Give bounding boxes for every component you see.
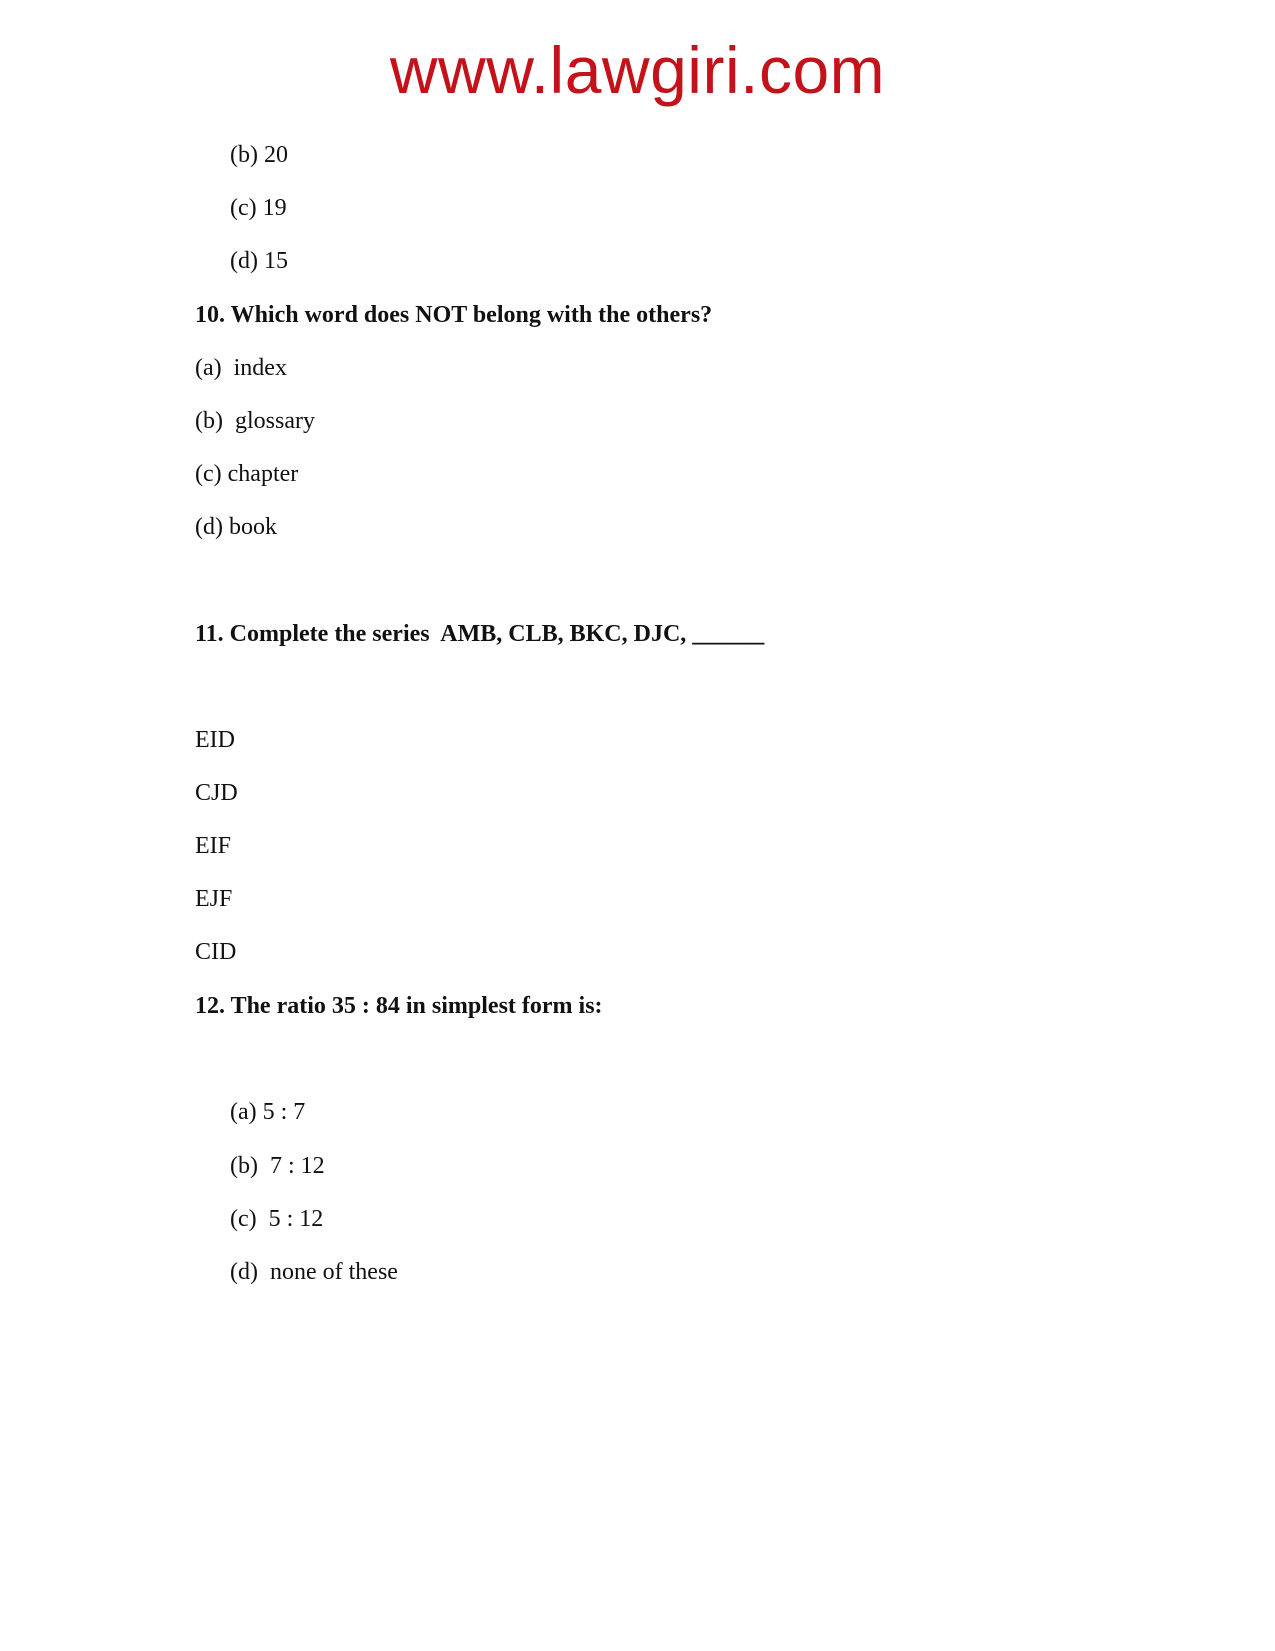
q9-option-d: (d) 15 (230, 248, 288, 274)
q11-option-2: CJD (195, 780, 238, 806)
q9-option-b: (b) 20 (230, 142, 288, 168)
q12-option-d: (d) none of these (230, 1259, 398, 1285)
q10-option-c: (c) chapter (195, 461, 299, 487)
q9-option-c: (c) 19 (230, 195, 287, 221)
q11-option-3: EIF (195, 833, 231, 859)
q10-option-a: (a) index (195, 355, 287, 381)
q10-option-b: (b) glossary (195, 408, 315, 434)
q11-option-4: EJF (195, 886, 233, 912)
watermark-site-url: www.lawgiri.com (389, 33, 886, 107)
q10-question: 10. Which word does NOT belong with the others? (195, 302, 713, 328)
q12-option-c: (c) 5 : 12 (230, 1206, 324, 1232)
q10-option-d: (d) book (195, 514, 277, 540)
q11-option-5: CID (195, 939, 237, 965)
q12-option-b: (b) 7 : 12 (230, 1153, 325, 1179)
q11-question: 11. Complete the series AMB, CLB, BKC, DJC, ______ (195, 621, 765, 647)
q12-option-a: (a) 5 : 7 (230, 1099, 306, 1125)
q12-question: 12. The ratio 35 : 84 in simplest form is: (195, 993, 603, 1019)
q11-option-1: EID (195, 727, 235, 753)
